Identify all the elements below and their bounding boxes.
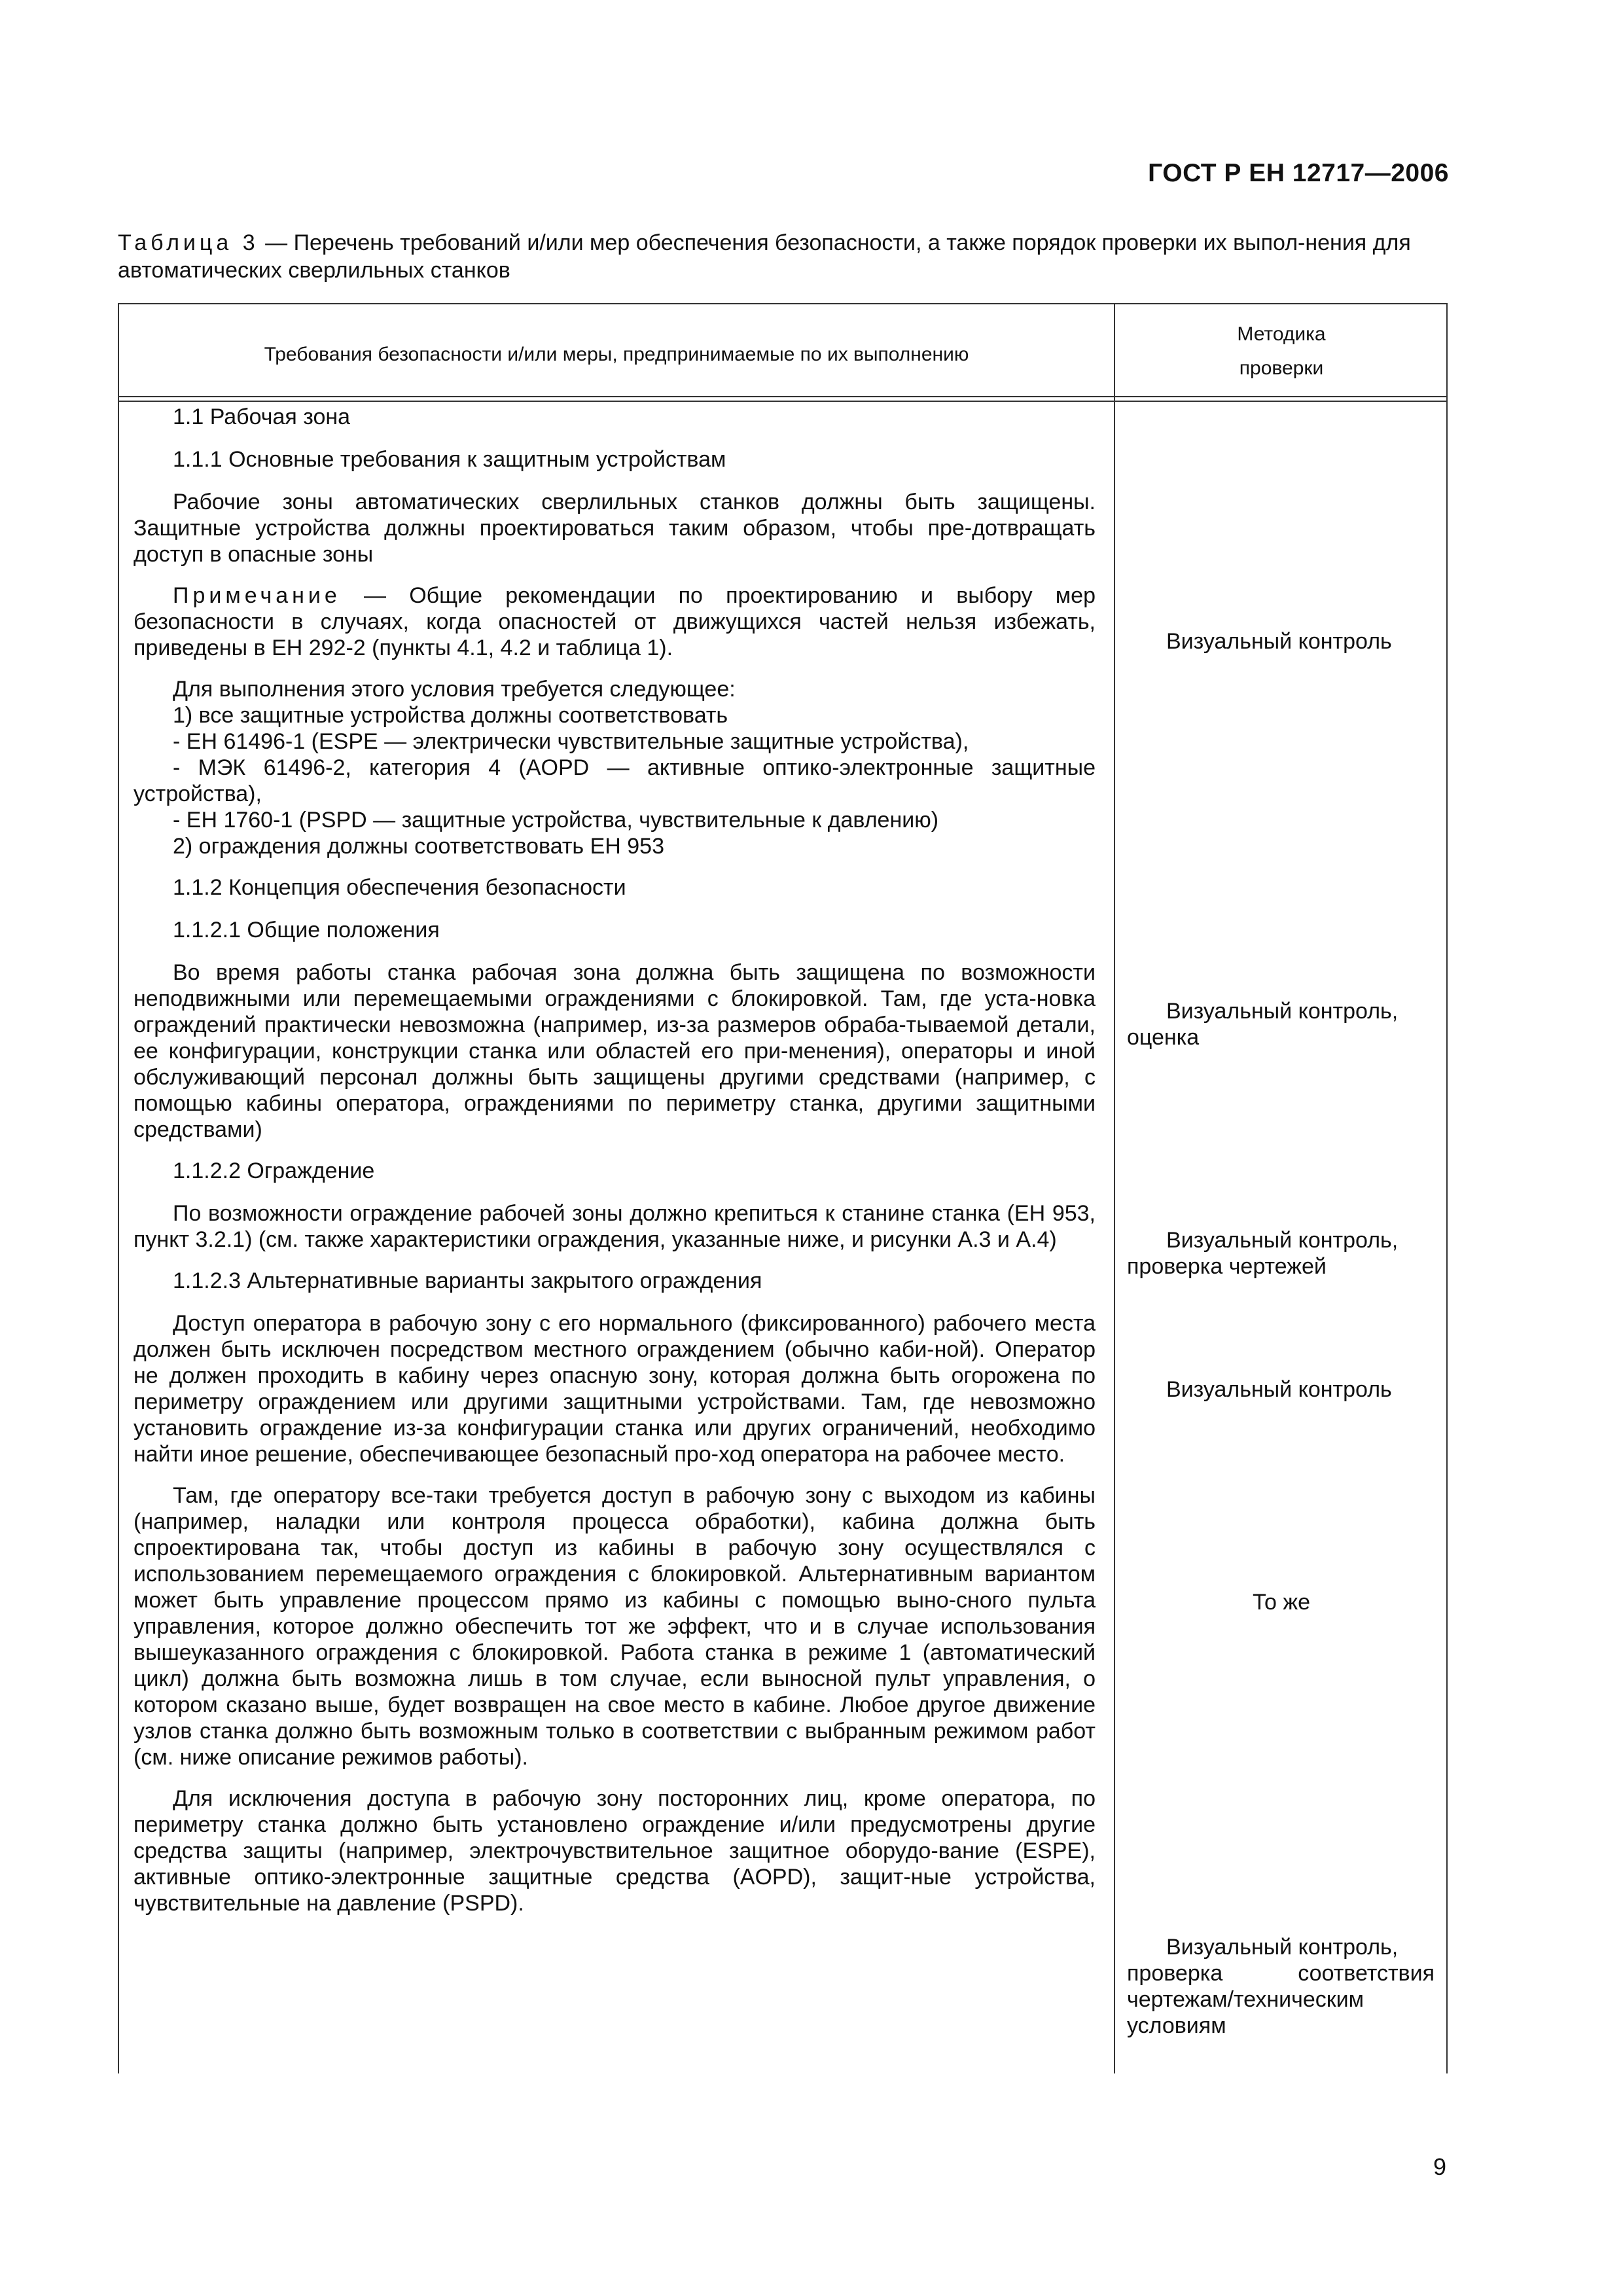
method-text-line1: Визуальный контроль, — [1166, 999, 1399, 1024]
condition-1-a: - ЕН 61496-1 (ESPE — электрически чувствительные защитные устройства), — [173, 729, 969, 754]
section-1-1-2-2: 1.1.2.2 Ограждение — [173, 1158, 375, 1183]
method-text: То же — [1252, 1590, 1311, 1615]
method-text-line3: чертежам/техническим — [1127, 1987, 1364, 2012]
header-method-line1: Методика — [1237, 323, 1326, 345]
section-1-1-2: 1.1.2 Концепция обеспечения безопасности — [173, 875, 626, 900]
header-separator-double — [119, 401, 1446, 402]
method-visual-drawings — [1127, 1227, 1435, 1280]
paragraph-general: Во время работы станка рабочая зона должна быть защищена по возможности неподвижными или перемещаемыми ограждениями с блокировкой. Там, где уста-новка ограждений практически невозможна (например, из-за размеров обраба-тываемой детали, ее конфигурации, конструкции станка или областей его при-менения), операторы и иной обслуживающий персонал должны быть защищены другими средствами (например, с помощью кабины оператора, ограждениями по периметру станка, другими защитными средствами) — [134, 960, 1096, 1142]
column-divider — [1114, 304, 1115, 2073]
paragraph-cabin-access: Там, где оператору все-таки требуется доступ в рабочую зону с выходом из кабины (например, наладки или контроля процесса обработки), кабина должна быть спроектирована так, чтобы доступ из кабины в рабочую зону осуществлялся с использованием перемещаемого ограждения с блокировкой. Альтернативным вариантом может быть управление процессом прямо из кабины с помощью выно-сного пульта управления, которое должно обеспечить тот же эффект, что и в случае использования вышеуказанного ограждения с блокировкой. Работа станка в режиме 1 (автоматический цикл) должна быть возможна лишь в том случае, если выносной пульт управления, о котором сказано выше, будет возвращен на свое место в кабине. Любое другое движение узлов станка должно быть возможным только в соответствии с выбранным режимом работ (см. ниже описание режимов работы). — [134, 1483, 1096, 1770]
requirements-table — [118, 303, 1448, 2073]
paragraph-perimeter: Для исключения доступа в рабочую зону посторонних лиц, кроме оператора, по периметру станка должно быть установлено ограждение и/или предусмотрены другие средства защиты (например, электрочувствительное защитное оборудо-вание (ESPE), активные оптико-электронные защитные средства (AOPD), защит-ные устройства, чувствительные на давление (PSPD). — [134, 1786, 1096, 1916]
method-text-line2: проверка соответствия — [1127, 1961, 1435, 1986]
header-method — [1115, 317, 1448, 386]
method-text: Визуальный контроль — [1166, 1377, 1392, 1402]
page-number: 9 — [1433, 2153, 1446, 2180]
header-method-line2: проверки — [1239, 357, 1324, 379]
method-visual-compliance — [1127, 1934, 1435, 2039]
method-text-line2: оценка — [1127, 1025, 1200, 1050]
method-text-line4: условиям — [1127, 2013, 1226, 2038]
document-code: ГОСТ Р ЕН 12717—2006 — [1148, 159, 1449, 187]
header-separator — [119, 396, 1446, 397]
section-1-1-2-1: 1.1.2.1 Общие положения — [173, 918, 440, 942]
conditions-block — [134, 676, 1096, 859]
paragraph-guard: По возможности ограждение рабочей зоны должно крепиться к станине станка (ЕН 953, пункт 3.2.1) (см. также характеристики ограждения, указанные ниже, и рисунки А.3 и А.4) — [134, 1201, 1096, 1252]
section-1-1-2-3: 1.1.2.3 Альтернативные варианты закрытого ограждения — [173, 1268, 762, 1293]
table-caption-label: Таблица 3 — [118, 230, 259, 255]
conditions-intro: Для выполнения этого условия требуется следующее: — [173, 677, 736, 702]
condition-1-b: - МЭК 61496-2, категория 4 (AOPD — активные оптико-электронные защитные устройства), — [134, 755, 1096, 806]
condition-2: 2) ограждения должны соответствовать ЕН 953 — [173, 834, 664, 859]
note-text: — Общие рекомендации по проектированию и выбору мер безопасности в случаях, когда опасностей от движущихся частей нельзя избежать, приведены в ЕН 292-2 (пункты 4.1, 4.2 и таблица 1). — [134, 583, 1096, 660]
condition-1-c: - ЕН 1760-1 (PSPD — защитные устройства, чувствительные к давлению) — [173, 808, 939, 833]
condition-1: 1) все защитные устройства должны соответствовать — [173, 703, 728, 728]
method-visual-1 — [1127, 628, 1435, 655]
method-text: Визуальный контроль — [1166, 629, 1392, 654]
requirements-column — [134, 404, 1096, 1931]
method-visual-assessment — [1127, 998, 1435, 1050]
method-text-line1: Визуальный контроль, — [1166, 1228, 1399, 1253]
method-text-line1: Визуальный контроль, — [1166, 1935, 1399, 1960]
paragraph-operator-access: Доступ оператора в рабочую зону с его нормального (фиксированного) рабочего места должен быть исключен посредством местного ограждением (обычно каби-ной). Оператор не должен проходить в кабину через опасную зону, которая должна быть огорожена по периметру ограждением или другими защитными устройствами. Там, где невозможно установить ограждение из-за конфигурации станка или других ограничений, необходимо найти иное решение, обеспечивающее безопасный про-ход оператора на рабочее место. — [134, 1311, 1096, 1467]
method-same — [1115, 1589, 1448, 1615]
section-1-1-1: 1.1.1 Основные требования к защитным устройствам — [173, 447, 726, 472]
table-caption — [118, 229, 1446, 284]
header-requirements: Требования безопасности и/или меры, предпринимаемые по их выполнению — [264, 344, 969, 365]
method-text-line2: проверка чертежей — [1127, 1254, 1327, 1279]
note-label: Примечание — [173, 583, 341, 608]
paragraph-work-zones: Рабочие зоны автоматических сверлильных станков должны быть защищены. Защитные устройства должны проектироваться таким образом, чтобы пре-дотвращать доступ в опасные зоны — [134, 490, 1096, 567]
note-paragraph — [134, 583, 1096, 661]
table-caption-text: — Перечень требований и/или мер обеспечения безопасности, а также порядок проверки их выпол-нения для автоматических сверлильных станков — [118, 230, 1411, 283]
section-1-1: 1.1 Рабочая зона — [173, 404, 351, 429]
method-visual-2 — [1127, 1376, 1435, 1403]
